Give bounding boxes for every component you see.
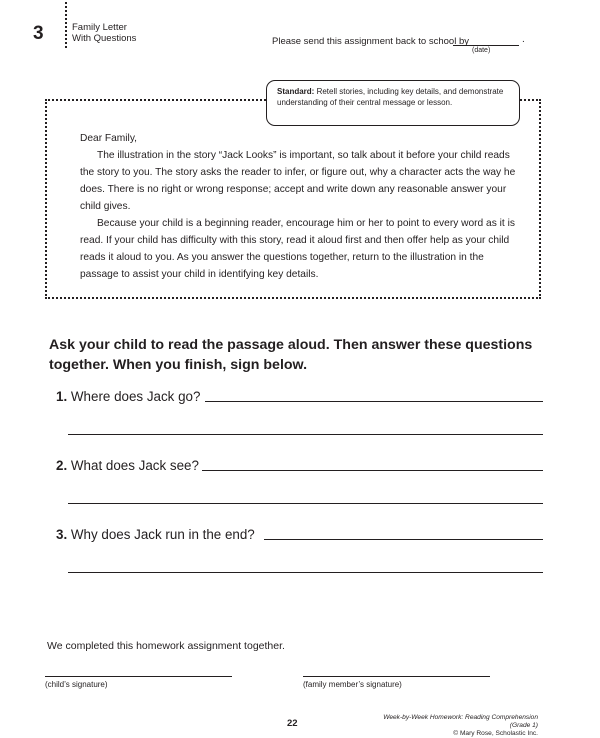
activity-label-line1: Family Letter — [72, 22, 127, 33]
answer-3-line-1[interactable] — [264, 539, 543, 540]
copyright: © Mary Rose, Scholastic Inc. — [453, 730, 538, 737]
standard-text: Retell stories, including key details, and demonstrate understanding of their central message or lesson. — [277, 87, 504, 107]
instructions: Ask your child to read the passage aloud. Then answer these questions together. When you finish, sign below. — [49, 337, 533, 373]
completed-statement: We completed this homework assignment together. — [47, 640, 285, 652]
question-3-number: 3. — [56, 527, 68, 542]
question-2-text: What does Jack see? — [70, 458, 199, 473]
child-signature-line[interactable] — [45, 676, 232, 677]
family-signature-label: (family member’s signature) — [303, 680, 402, 689]
question-3 — [56, 527, 255, 542]
answer-2-line-1[interactable] — [202, 470, 543, 471]
footer-credit — [375, 714, 538, 738]
child-signature-label: (child’s signature) — [45, 680, 108, 689]
header-dotted-divider — [65, 2, 67, 48]
activity-label — [72, 22, 136, 44]
answer-1-line-1[interactable] — [205, 401, 543, 402]
activity-number: 3 — [33, 23, 44, 44]
send-back-period: . — [522, 34, 525, 45]
family-letter — [80, 130, 520, 283]
standard-label: Standard: — [277, 87, 315, 96]
question-1-number: 1. — [56, 389, 68, 404]
question-2 — [56, 458, 199, 473]
letter-paragraph-1: The illustration in the story “Jack Looks” is important, so talk about it before your child reads the story to you. The story asks the reader to infer, or figure out, why a character acts the way he does. There is no right or wrong response; accept and write down any reasonable answer your child gives. — [80, 150, 516, 212]
activity-label-line2: With Questions — [72, 33, 137, 44]
family-signature-line[interactable] — [303, 676, 490, 677]
send-back-text: Please send this assignment back to school by — [272, 36, 469, 47]
answer-1-line-2[interactable] — [68, 434, 543, 435]
page-number: 22 — [287, 718, 298, 729]
question-3-text: Why does Jack run in the end? — [70, 527, 255, 542]
date-input-line[interactable] — [453, 45, 519, 46]
question-1-text: Where does Jack go? — [70, 389, 201, 404]
letter-greeting: Dear Family, — [80, 133, 137, 144]
answer-3-line-2[interactable] — [68, 572, 543, 573]
date-label: (date) — [472, 47, 491, 54]
question-2-number: 2. — [56, 458, 68, 473]
answer-2-line-2[interactable] — [68, 503, 543, 504]
question-1 — [56, 389, 200, 404]
letter-paragraph-2: Because your child is a beginning reader, encourage him or her to point to every word as it is read. If your child has difficulty with this story, read it aloud first and then offer help as your child reads it aloud to you. As you answer the questions together, return to the illustration in the passage to assist your child in identifying key details. — [80, 218, 515, 280]
standard-box — [266, 80, 520, 126]
book-title: Week-by-Week Homework: Reading Comprehension (Grade 1) — [383, 714, 538, 729]
